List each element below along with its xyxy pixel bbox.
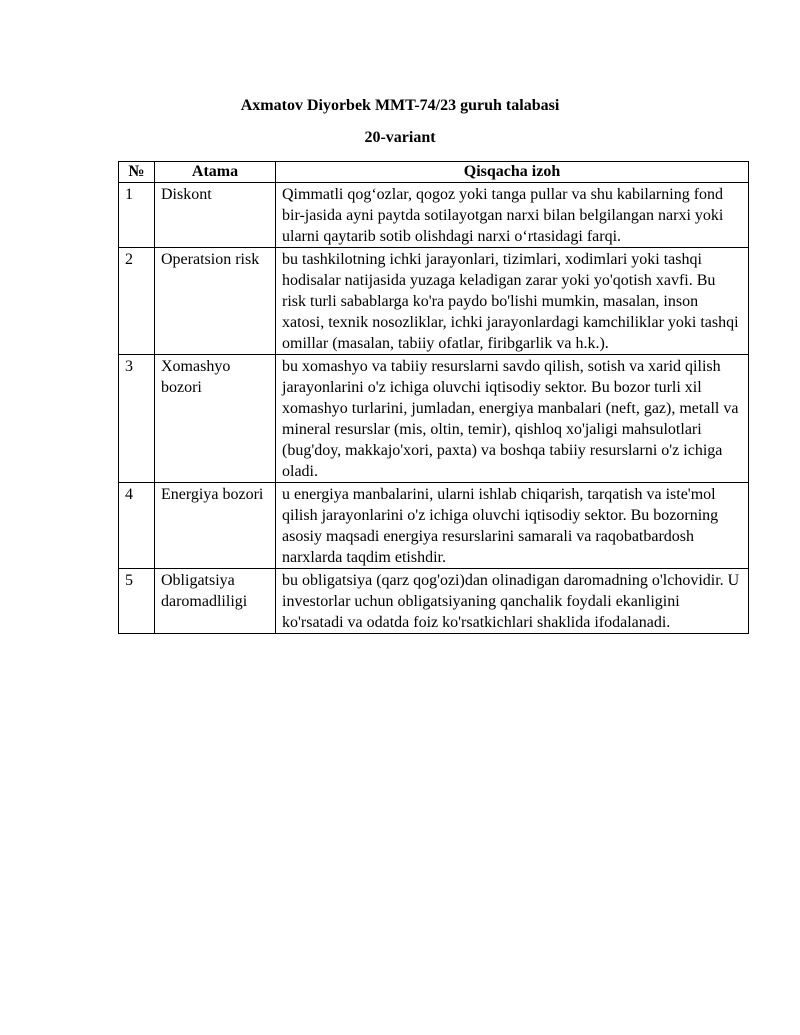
terms-table	[118, 161, 749, 634]
table-row	[119, 569, 749, 634]
row-description: u energiya manbalarini, ularni ishlab chiqarish, tarqatish va iste'mol qilish jarayonlarini o'z ichiga oluvchi iqtisodiy sektor. Bu bozorning asosiy maqsadi energiya resurslarini samarali va raqobatbardosh narxlarda taqdim etishdir.	[276, 483, 749, 569]
document-title: Axmatov Diyorbek MMT-74/23 guruh talabasi	[240, 97, 560, 114]
row-term: Diskont	[155, 183, 276, 248]
row-description: bu xomashyo va tabiiy resurslarni savdo qilish, sotish va xarid qilish jarayonlarini o'z ichiga oluvchi iqtisodiy sektor. Bu bozor turli xil xomashyo turlarini, jumladan, energiya manbalari (neft, gaz), metall va mineral resurslar (mis, oltin, temir), qishloq xo'jaligi mahsulotlari (bug'doy, makkajo'xori, paxta) va boshqa tabiiy resurslarni o'z ichiga oladi.	[276, 355, 749, 483]
row-description: bu tashkilotning ichki jarayonlari, tizimlari, xodimlari yoki tashqi hodisalar natijasida yuzaga keladigan zarar yoki yo'qotish xavfi. Bu risk turli sabablarga ko'ra paydo bo'lishi mumkin, masalan, inson xatosi, texnik nosozliklar, ichki jarayonlardagi kamchiliklar yoki tashqi omillar (masalan, tabiiy ofatlar, firibgarlik va h.k.).	[276, 248, 749, 355]
table-row	[119, 183, 749, 248]
table-row	[119, 355, 749, 483]
table-header-row	[119, 162, 749, 183]
row-number: 3	[119, 355, 155, 483]
row-term: Operatsion risk	[155, 248, 276, 355]
row-term: Xomashyo bozori	[155, 355, 276, 483]
row-number: 5	[119, 569, 155, 634]
header-number: №	[119, 162, 155, 183]
row-number: 1	[119, 183, 155, 248]
row-description: bu obligatsiya (qarz qog'ozi)dan olinadigan daromadning o'lchovidir. U investorlar uchun obligatsiyaning qanchalik foydali ekanligini ko'rsatadi va odatda foiz ko'rsatkichlari shaklida ifodalanadi.	[276, 569, 749, 634]
row-description: Qimmatli qog‘ozlar, qogoz yoki tanga pullar va shu kabilarning fond bir-jasida ayni paytda sotilayotgan narxi bilan belgilangan narxi yoki ularni qaytarib sotib olishdagi narxi o‘rtasidagi farqi.	[276, 183, 749, 248]
row-term: Energiya bozori	[155, 483, 276, 569]
variant-label: 20-variant	[364, 129, 436, 146]
row-number: 2	[119, 248, 155, 355]
header-term: Atama	[155, 162, 276, 183]
table-row	[119, 248, 749, 355]
row-term: Obligatsiya daromadliligi	[155, 569, 276, 634]
header-description: Qisqacha izoh	[276, 162, 749, 183]
row-number: 4	[119, 483, 155, 569]
table-row	[119, 483, 749, 569]
